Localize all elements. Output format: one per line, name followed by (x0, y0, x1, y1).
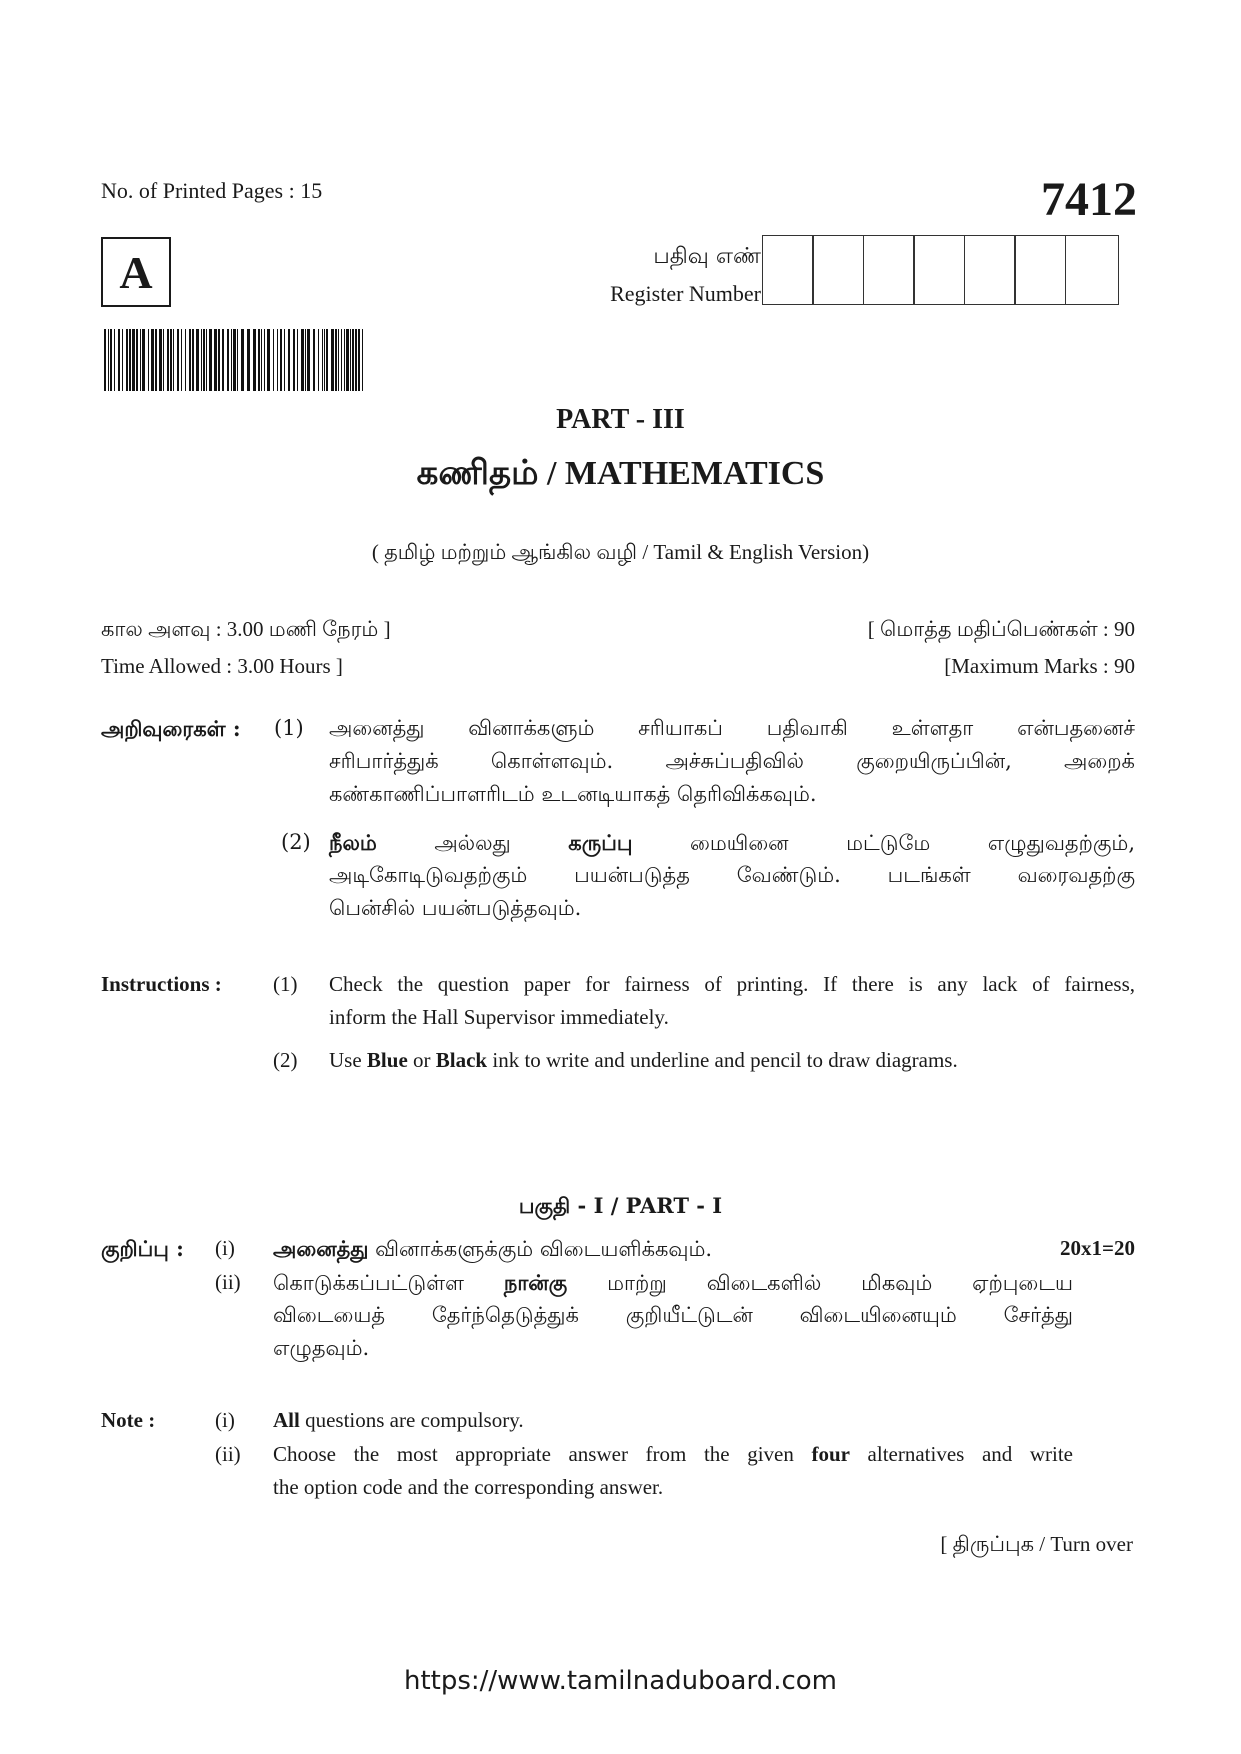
instruction-tamil-number: (1) (274, 716, 304, 740)
text-fragment: வினாக்களுக்கும் விடையளிக்கவும். (368, 1237, 713, 1261)
instructions-english (101, 968, 1135, 1034)
register-label-tamil: பதிவு எண் (653, 244, 761, 269)
barcode-bar (206, 329, 207, 391)
maximum-marks: [Maximum Marks : 90 (944, 654, 1135, 678)
barcode-bar (177, 329, 179, 391)
barcode-bar (167, 329, 169, 391)
instruction-line (329, 1044, 1135, 1077)
barcode-bar (267, 329, 270, 391)
barcode-bar (222, 329, 224, 391)
subject-title: கணிதம் / MATHEMATICS (416, 455, 825, 492)
instruction-line: Check the question paper for fairness of printing. If there is any lack of fairness, (329, 972, 1135, 996)
barcode-bar (192, 329, 194, 391)
barcode-bar (151, 329, 154, 391)
barcode-bar (185, 329, 186, 391)
note-line (273, 1232, 1135, 1265)
register-number-label (610, 238, 761, 312)
barcode-bar (189, 329, 191, 391)
note-number: (ii) (215, 1270, 241, 1294)
instruction-tamil-line: அடிகோடிடுவதற்கும் பயன்படுத்த வேண்டும். படங்கள் வரைவதற்கு (329, 863, 1135, 887)
barcode-bar (297, 329, 298, 391)
barcode-bar (132, 329, 135, 391)
note-line (273, 1266, 1073, 1299)
blue-ink-tamil: நீலம் (329, 830, 377, 855)
register-number-boxes (763, 235, 1119, 305)
note-tamil (101, 1232, 1135, 1265)
barcode-bar (261, 329, 262, 391)
barcode-bar (209, 329, 212, 391)
register-digit-box[interactable] (964, 235, 1016, 305)
barcode-bar (355, 329, 357, 391)
instruction-tamil-line: பென்சில் பயன்படுத்தவும். (329, 896, 582, 920)
barcode-bar (129, 329, 131, 391)
barcode-bar (140, 329, 141, 391)
barcode-bar (253, 329, 256, 391)
text-fragment: அல்லது (376, 831, 569, 855)
barcode-bar (264, 329, 265, 391)
section-heading: பகுதி - I / PART - I (518, 1193, 723, 1218)
barcode-bar (335, 329, 337, 391)
register-digit-box[interactable] (812, 235, 864, 305)
barcode-bar (155, 329, 157, 391)
barcode-bar (237, 329, 238, 391)
text-fragment: ink to write and underline and pencil to draw diagrams. (487, 1048, 958, 1072)
barcode-bar (126, 329, 128, 391)
part-title: PART - III (556, 404, 685, 435)
register-digit-box[interactable] (1065, 235, 1119, 305)
instruction-number: (2) (273, 1048, 298, 1072)
version-box (101, 237, 171, 307)
note-line (273, 1404, 1135, 1437)
barcode-bar (277, 329, 278, 391)
note-line: எழுதவும். (273, 1336, 370, 1360)
note-tamil-2 (101, 1266, 1135, 1365)
instruction-line: inform the Hall Supervisor immediately. (329, 1005, 669, 1029)
barcode-bar (284, 329, 285, 391)
barcode-bar (324, 329, 325, 391)
barcode-bar (307, 329, 310, 391)
barcode-bar (258, 329, 260, 391)
exam-info-english (101, 654, 1135, 679)
instructions-english-2 (101, 1044, 1135, 1077)
text-fragment: Choose the most appropriate answer from the given (273, 1442, 812, 1466)
barcode-bar (313, 329, 315, 391)
barcode-bar (326, 329, 328, 391)
barcode-bar (318, 329, 319, 391)
note-english-label: Note : (101, 1408, 156, 1432)
register-digit-box[interactable] (863, 235, 915, 305)
barcode-bar (136, 329, 138, 391)
barcode-bar (231, 329, 232, 391)
barcode-bar (233, 329, 236, 391)
text-fragment: மாற்று விடைகளில் மிகவும் ஏற்புடைய (567, 1271, 1073, 1295)
blue-ink: Blue (366, 1048, 408, 1072)
section-marks: 20x1=20 (1060, 1236, 1135, 1260)
barcode-bar (114, 329, 115, 391)
note-line: the option code and the corresponding answer. (273, 1475, 664, 1499)
text-fragment: alternatives and write (849, 1442, 1074, 1466)
instruction-tamil-line: கண்காணிப்பாளரிடம் உடனடியாகத் தெரிவிக்கவும். (329, 782, 817, 806)
instruction-tamil-number: (2) (281, 830, 311, 854)
barcode-bar (338, 329, 339, 391)
instruction-number: (1) (273, 972, 298, 996)
printed-pages-count: No. of Printed Pages : 15 (101, 178, 323, 203)
barcode-bar (247, 329, 250, 391)
barcode-bar (170, 329, 172, 391)
black-ink-tamil: கருப்பு (568, 830, 633, 855)
register-digit-box[interactable] (913, 235, 965, 305)
barcode-bar (322, 329, 323, 391)
barcode-bar (173, 329, 174, 391)
barcode-bar (203, 329, 205, 391)
note-tamil-label: குறிப்பு : (101, 1236, 184, 1261)
barcode-bar (201, 329, 202, 391)
paper-code: 7412 (1041, 173, 1137, 226)
barcode-bar (181, 329, 182, 391)
note-line: விடையைத் தேர்ந்தெடுத்துக் குறியீட்டுடன் விடையினையும் சேர்த்து (273, 1303, 1073, 1327)
barcode-bar (344, 329, 345, 391)
barcode-bar (288, 329, 290, 391)
black-ink: Black (435, 1048, 488, 1072)
text-fragment: மையினை மட்டுமே எழுதுவதற்கும், (632, 831, 1136, 855)
barcode-bar (227, 329, 229, 391)
barcode-bar (350, 329, 351, 391)
instructions-tamil-2 (101, 826, 1135, 925)
text-fragment: Use (329, 1048, 367, 1072)
instruction-tamil-line: சரிபார்த்துக் கொள்ளவும். அச்சுப்பதிவில் குறையிருப்பின், அறைக் (329, 749, 1135, 773)
note-number: (i) (215, 1236, 235, 1260)
instructions-tamil (101, 712, 1135, 811)
maximum-marks-tamil: [ மொத்த மதிப்பெண்கள் : 90 (867, 617, 1135, 641)
note-english (101, 1404, 1135, 1437)
barcode-bar (148, 329, 149, 391)
register-label-english: Register Number (610, 281, 761, 306)
text-fragment: or (407, 1048, 436, 1072)
barcode-bar (358, 329, 360, 391)
all-emphasis-tamil: அனைத்து (273, 1236, 369, 1261)
barcode-bar (352, 329, 354, 391)
turn-over: [ திருப்புக / Turn over (940, 1532, 1133, 1556)
note-english-2 (101, 1438, 1135, 1504)
barcode-bar (280, 329, 282, 391)
time-allowed: Time Allowed : 3.00 Hours ] (101, 654, 343, 678)
version-letter: A (119, 246, 153, 298)
register-digit-box[interactable] (1014, 235, 1066, 305)
four-emphasis-tamil: நான்கு (503, 1270, 568, 1295)
barcode-bar (104, 329, 106, 391)
barcode-bar (331, 329, 334, 391)
barcode-bar (159, 329, 162, 391)
barcode-bar (110, 329, 112, 391)
footer-url[interactable]: https://www.tamilnaduboard.com (403, 1666, 838, 1696)
register-digit-box[interactable] (762, 235, 814, 305)
barcode-bar (214, 329, 217, 391)
barcode-bar (341, 329, 342, 391)
barcode-bar (163, 329, 164, 391)
instructions-english-label: Instructions : (101, 972, 222, 996)
instructions-tamil-label: அறிவுரைகள் : (101, 716, 241, 741)
barcode-bar (218, 329, 220, 391)
text-fragment: questions are compulsory. (299, 1408, 524, 1432)
time-allowed-tamil: கால அளவு : 3.00 மணி நேரம் ] (101, 617, 391, 641)
four-emphasis: four (811, 1442, 850, 1466)
all-emphasis: All (273, 1408, 300, 1432)
exam-info-tamil (101, 617, 1135, 644)
barcode-bar (196, 329, 199, 391)
barcode-bar (305, 329, 306, 391)
barcode-bar (122, 329, 123, 391)
barcode-bar (362, 329, 363, 391)
barcode-bar (241, 329, 244, 391)
barcode (104, 329, 363, 391)
note-number: (i) (215, 1408, 235, 1432)
note-number: (ii) (215, 1442, 241, 1466)
instruction-tamil-line (329, 826, 1135, 859)
barcode-bar (293, 329, 295, 391)
barcode-bar (142, 329, 145, 391)
barcode-bar (301, 329, 304, 391)
barcode-bar (346, 329, 349, 391)
barcode-bar (118, 329, 120, 391)
medium-version: ( தமிழ் மற்றும் ஆங்கில வழி / Tamil & English Version) (371, 540, 870, 564)
barcode-bar (273, 329, 274, 391)
barcode-bar (108, 329, 109, 391)
instruction-tamil-line: அனைத்து வினாக்களும் சரியாகப் பதிவாகி உள்ளதா என்பதனைச் (329, 716, 1135, 740)
note-line (273, 1438, 1073, 1471)
text-fragment: கொடுக்கப்பட்டுள்ள (273, 1271, 504, 1295)
